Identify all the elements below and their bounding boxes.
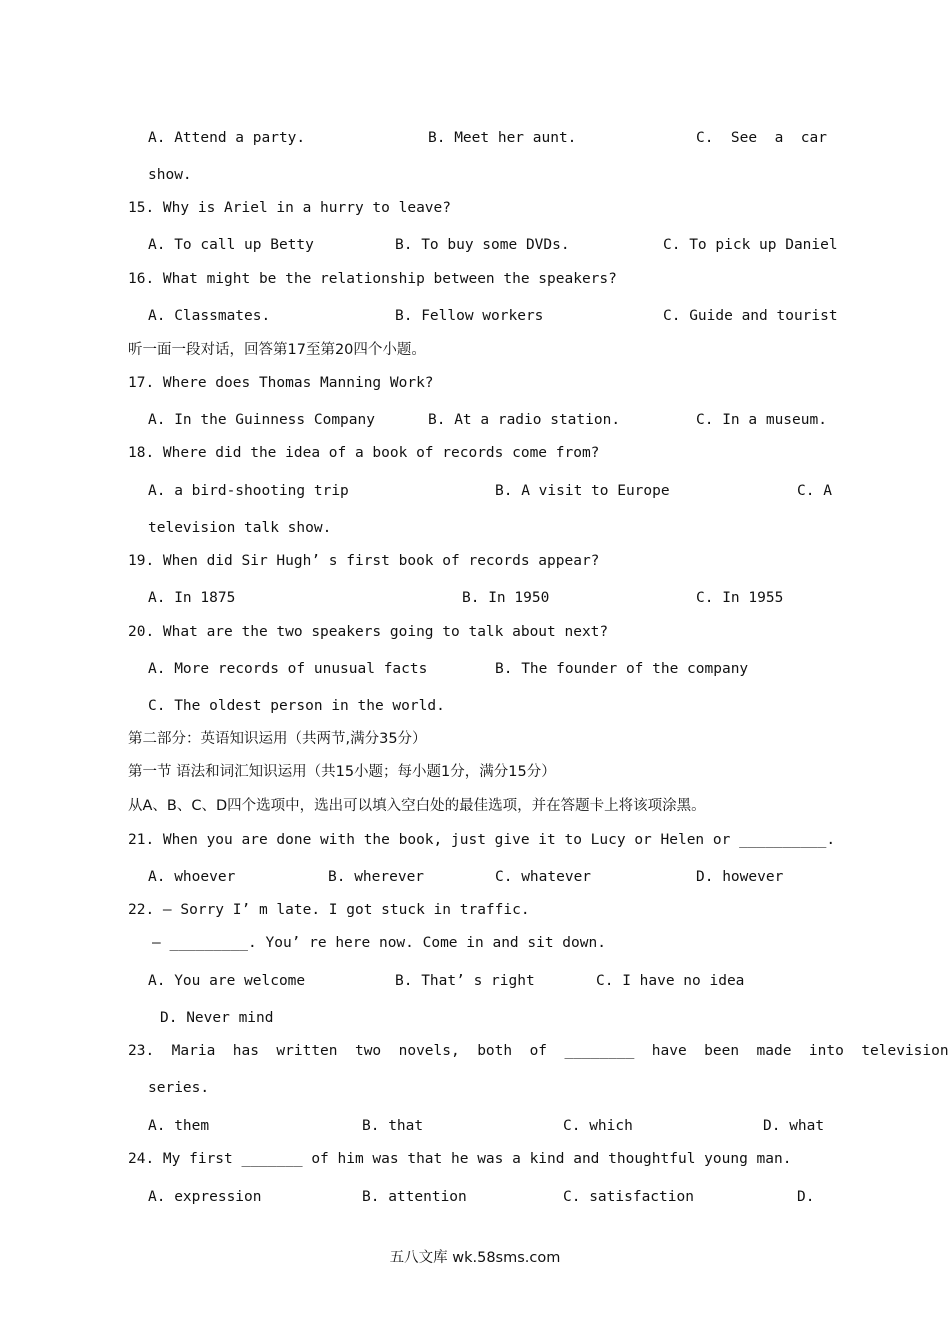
option-23c: C. which (563, 1118, 633, 1134)
section-one-heading: 第一节 语法和词汇知识运用（共15小题；每小题1分，满分15分） (128, 764, 556, 780)
option-21c: C. whatever (495, 869, 592, 885)
option-19b: B. In 1950 (462, 590, 550, 606)
option-22b: B. That’ s right (395, 973, 535, 989)
option-16b: B. Fellow workers (395, 308, 544, 324)
option-19c: C. In 1955 (696, 590, 784, 606)
option-20a: A. More records of unusual facts (148, 661, 428, 677)
question-17: 17. Where does Thomas Manning Work? (128, 375, 434, 391)
option-24b: B. attention (362, 1189, 467, 1205)
option-14c-cont: show. (148, 167, 192, 183)
option-16c: C. Guide and tourist (663, 308, 838, 324)
option-22d: D. Never mind (160, 1010, 274, 1026)
option-22a: A. You are welcome (148, 973, 306, 989)
question-22-reply: — _________. You’ re here now. Come in and sit down. (152, 935, 606, 951)
option-23b: B. that (362, 1118, 424, 1134)
question-21: 21. When you are done with the book, just give it to Lucy or Helen or __________. (128, 832, 836, 848)
option-15a: A. To call up Betty (148, 237, 314, 253)
option-18a: A. a bird-shooting trip (148, 483, 349, 499)
option-24d: D. (797, 1189, 815, 1205)
part-two-heading: 第二部分：英语知识运用（共两节,满分35分） (128, 731, 427, 747)
option-17c: C. In a museum. (696, 412, 827, 428)
option-23d: D. what (763, 1118, 825, 1134)
option-20b: B. The founder of the company (495, 661, 749, 677)
option-18b: B. A visit to Europe (495, 483, 670, 499)
question-23-cont: series. (148, 1080, 210, 1096)
option-15c: C. To pick up Daniel (663, 237, 838, 253)
option-17b: B. At a radio station. (428, 412, 621, 428)
option-21d: D. however (696, 869, 784, 885)
question-20: 20. What are the two speakers going to talk about next? (128, 624, 609, 640)
option-16a: A. Classmates. (148, 308, 271, 324)
option-21a: A. whoever (148, 869, 236, 885)
option-23a: A. them (148, 1118, 210, 1134)
question-16: 16. What might be the relationship between the speakers? (128, 271, 617, 287)
question-22: 22. — Sorry I’ m late. I got stuck in traffic. (128, 902, 530, 918)
question-15: 15. Why is Ariel in a hurry to leave? (128, 200, 452, 216)
option-19a: A. In 1875 (148, 590, 236, 606)
option-17a: A. In the Guinness Company (148, 412, 375, 428)
option-14a: A. Attend a party. (148, 130, 306, 146)
option-24c: C. satisfaction (563, 1189, 694, 1205)
question-24: 24. My first _______ of him was that he was a kind and thoughtful young man. (128, 1151, 792, 1167)
option-22c: C. I have no idea (596, 973, 745, 989)
section-instruction: 听一面一段对话，回答第17至第20四个小题。 (128, 342, 426, 358)
option-14b: B. Meet her aunt. (428, 130, 577, 146)
question-23: 23. Maria has written two novels, both of ________ have been made into television (128, 1043, 949, 1059)
option-15b: B. To buy some DVDs. (395, 237, 570, 253)
option-18c: C. A (797, 483, 832, 499)
section-one-instruction: 从A、B、C、D四个选项中，选出可以填入空白处的最佳选项，并在答题卡上将该项涂黑。 (128, 798, 706, 814)
option-20c: C. The oldest person in the world. (148, 698, 445, 714)
option-14c: C. See a car (696, 130, 827, 146)
question-19: 19. When did Sir Hugh’ s first book of records appear? (128, 553, 600, 569)
option-21b: B. wherever (328, 869, 425, 885)
option-24a: A. expression (148, 1189, 262, 1205)
question-18: 18. Where did the idea of a book of records come from? (128, 445, 600, 461)
option-18c-cont: television talk show. (148, 520, 332, 536)
footer-watermark: 五八文库 wk.58sms.com (389, 1250, 561, 1266)
